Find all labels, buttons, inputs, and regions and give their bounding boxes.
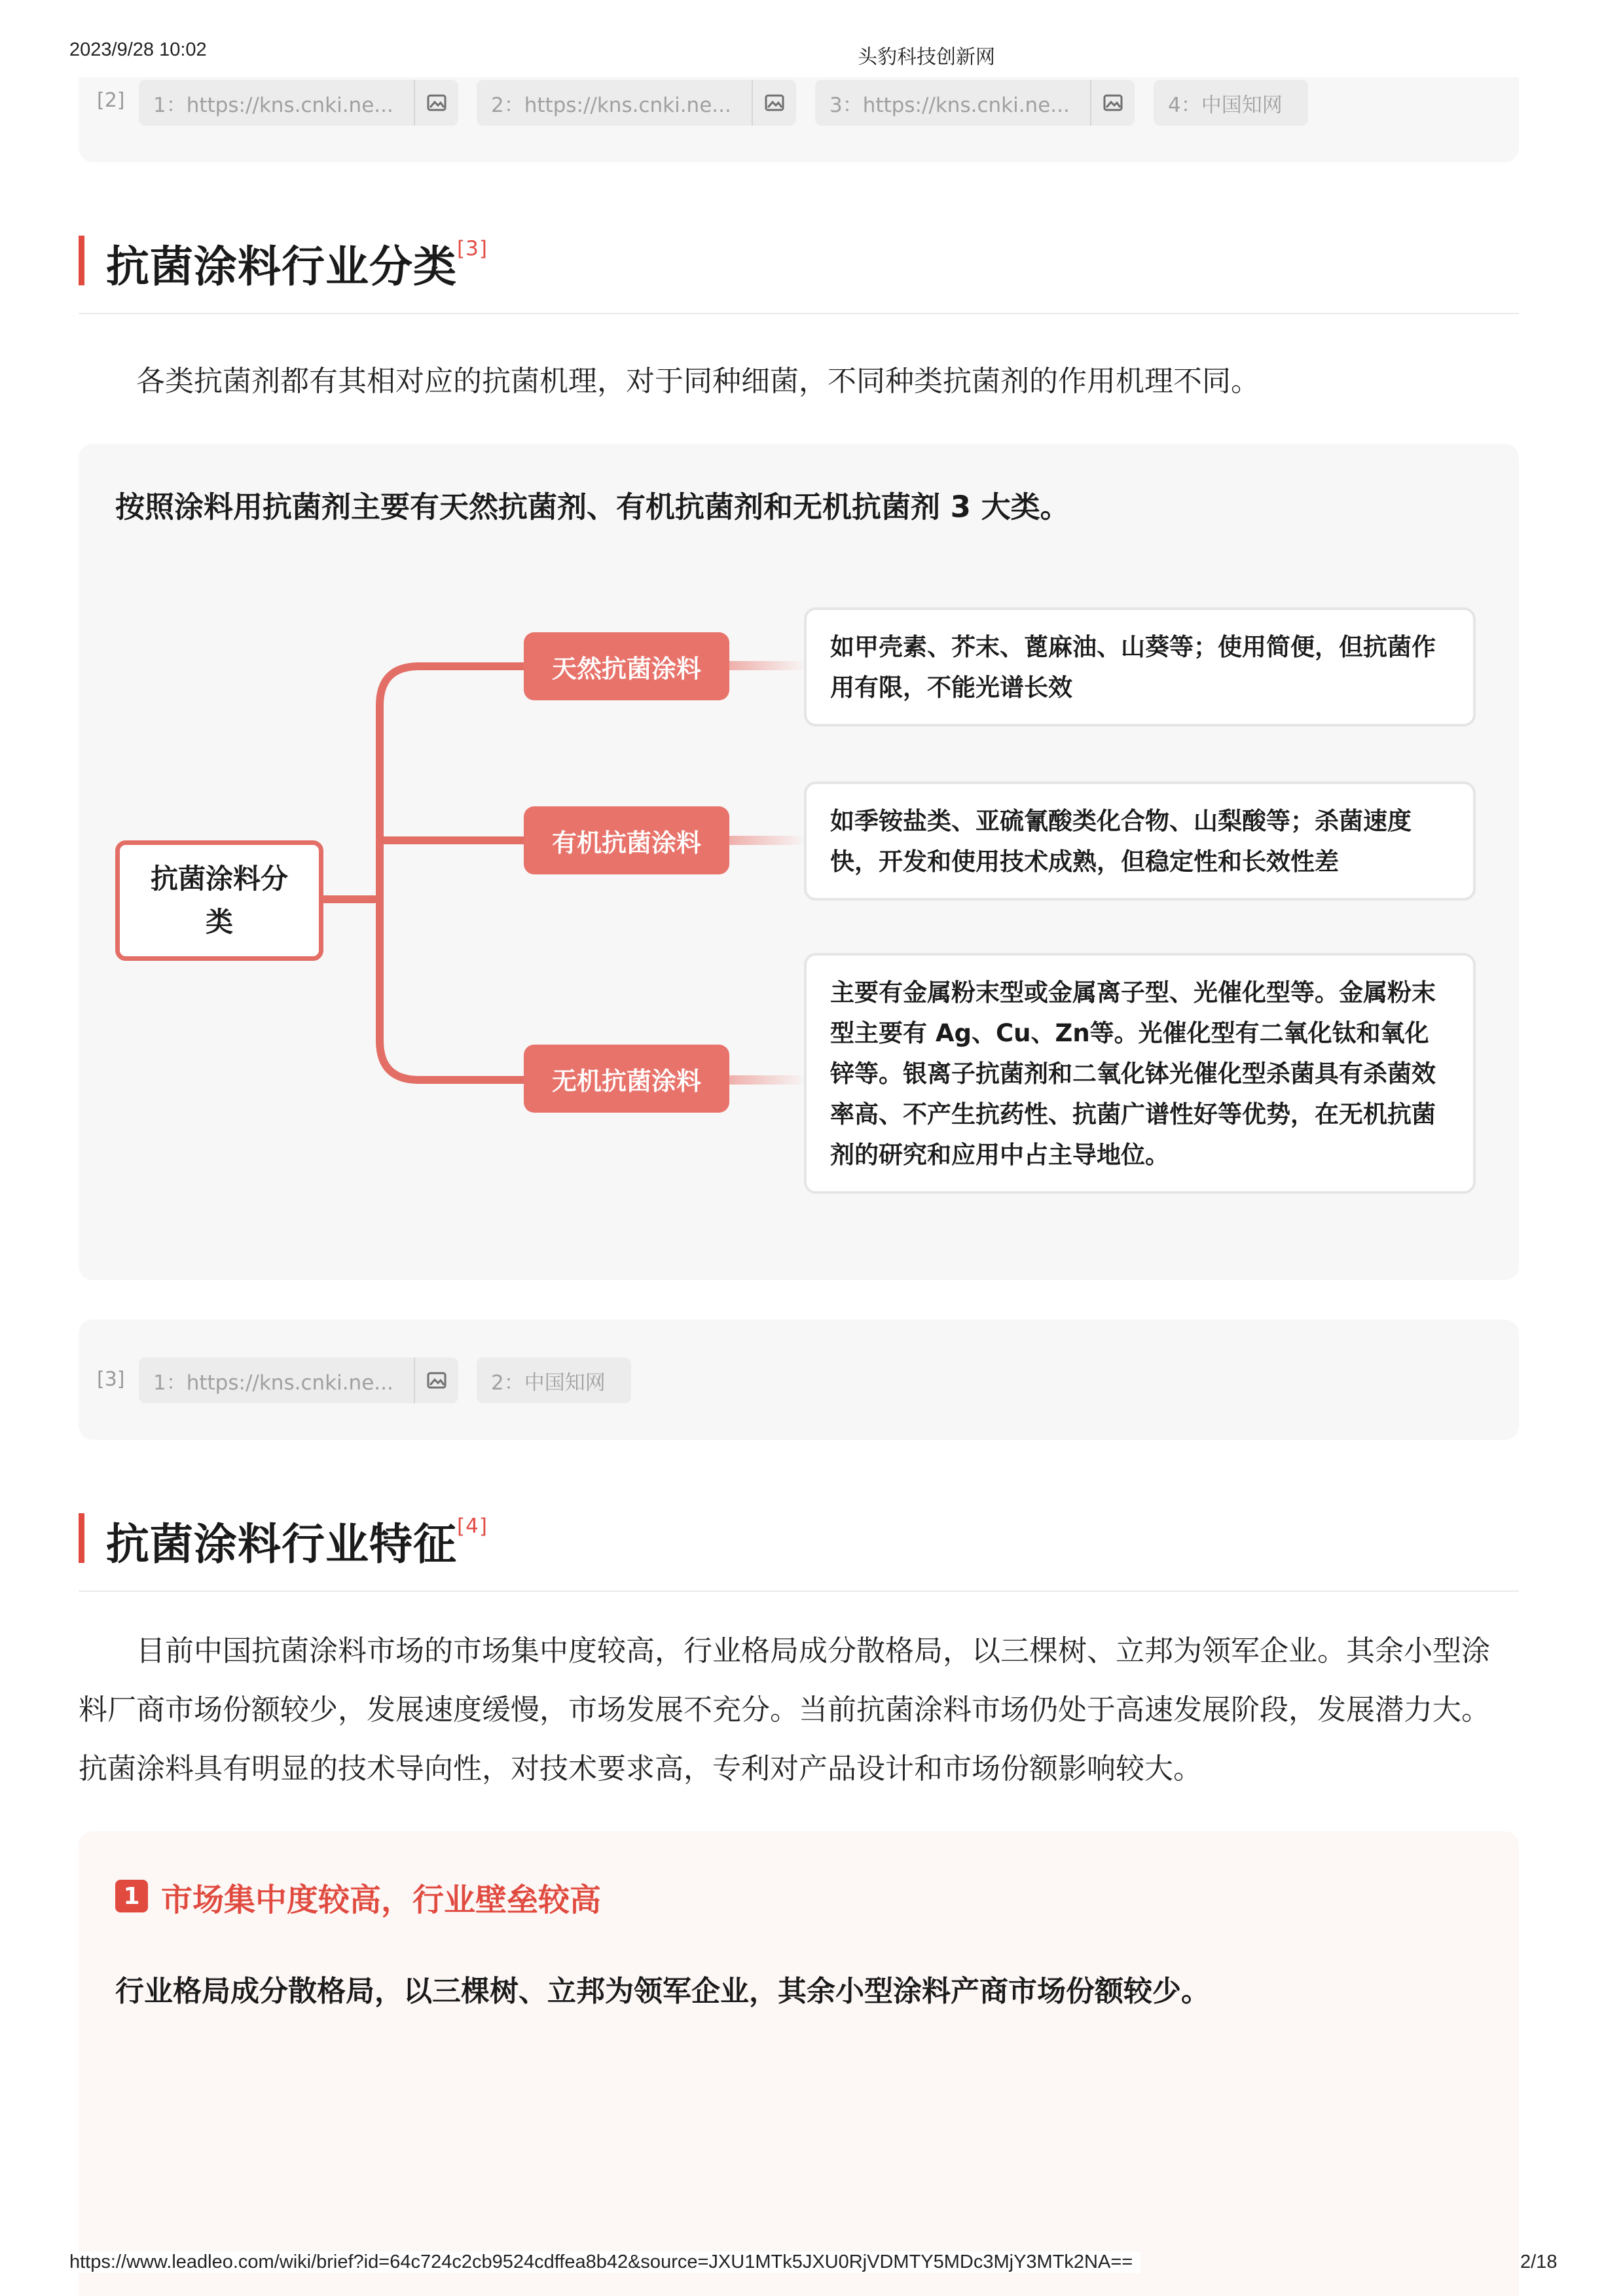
feature-number-badge: 1 bbox=[115, 1880, 148, 1912]
section2-para-line-3: 抗菌涂料具有明显的技术导向性，对技术要求高，专利对产品设计和市场份额影响较大。 bbox=[79, 1752, 1202, 1785]
section1-intro: 各类抗菌剂都有其相对应的抗菌机理，对于同种细菌，不同种类抗菌剂的作用机理不同。 bbox=[136, 365, 1260, 398]
mindmap-node-natural: 天然抗菌涂料 bbox=[524, 632, 729, 700]
heading-ref[interactable]: [3] bbox=[457, 237, 488, 260]
heading-text: 抗菌涂料行业特征 bbox=[106, 1519, 457, 1570]
print-footer-url: https://www.leadleo.com/wiki/brief?id=64c724c2cb9524cdffea8b42&source=JXU1MTk5JXU0RjVDMTY5MDc3MjY3MTk2NA== bbox=[69, 2251, 1140, 2273]
image-icon[interactable] bbox=[414, 1357, 449, 1403]
heading-text: 抗菌涂料行业分类 bbox=[106, 242, 457, 292]
mindmap-node-inorganic: 无机抗菌涂料 bbox=[524, 1045, 729, 1113]
section2-para-line-2: 料厂商市场份额较少，发展速度缓慢，市场发展不充分。当前抗菌涂料市场仍处于高速发展阶段，发展潜力大。 bbox=[79, 1693, 1490, 1727]
reference-chip-2[interactable] bbox=[477, 1357, 631, 1403]
print-page-number: 2/18 bbox=[1520, 2251, 1558, 2272]
reference-chip-text: 1：https://kns.cnki.ne... bbox=[153, 1371, 393, 1395]
reference-chip-text: 4：中国知网 bbox=[1168, 93, 1283, 117]
reference-label: [2] bbox=[97, 89, 125, 112]
reference-chip-text: 1：https://kns.cnki.ne... bbox=[153, 93, 393, 117]
reference-chip-text: 2：中国知网 bbox=[491, 1371, 606, 1395]
reference-chip-text: 3：https://kns.cnki.ne... bbox=[830, 93, 1070, 117]
mindmap-root-node: 抗菌涂料分类 bbox=[115, 840, 323, 961]
section2-para-line-1: 目前中国抗菌涂料市场的市场集中度较高，行业格局成分散格局，以三棵树、立邦为领军企业。其余小型涂 bbox=[136, 1634, 1490, 1668]
heading-divider bbox=[79, 1590, 1519, 1592]
heading-accent-bar bbox=[79, 1513, 84, 1563]
reference-chip-1[interactable] bbox=[139, 1357, 458, 1403]
mindmap-node-organic: 有机抗菌涂料 bbox=[524, 806, 729, 874]
mindmap-desc-organic: 如季铵盐类、亚硫氰酸类化合物、山梨酸等；杀菌速度快，开发和使用技术成熟，但稳定性和长效性差 bbox=[804, 781, 1476, 901]
panel-title: 按照涂料用抗菌剂主要有天然抗菌剂、有机抗菌剂和无机抗菌剂 3 大类。 bbox=[115, 490, 1070, 524]
reference-label: [3] bbox=[97, 1368, 125, 1391]
feature-text: 行业格局成分散格局，以三棵树、立邦为领军企业，其余小型涂料产商市场份额较少。 bbox=[115, 1975, 1210, 2008]
print-site-title: 头豹科技创新网 bbox=[858, 46, 995, 69]
heading-ref[interactable]: [4] bbox=[457, 1515, 488, 1538]
print-datetime: 2023/9/28 10:02 bbox=[69, 39, 207, 60]
mindmap-desc-inorganic: 主要有金属粉末型或金属离子型、光催化型等。金属粉末型主要有 Ag、Cu、Zn等。光催化型有二氧化钛和氧化锌等。银离子抗菌剂和二氧化钵光催化型杀菌具有杀菌效率高、不产生抗药性、抗菌广谱性好等优势，在无机抗菌剂的研究和应用中占主导地位。 bbox=[804, 953, 1476, 1194]
feature-title: 市场集中度较高，行业壁垒较高 bbox=[161, 1882, 602, 1918]
reference-chip-text: 2：https://kns.cnki.ne... bbox=[491, 93, 731, 117]
section-heading-features bbox=[106, 1509, 488, 1571]
mindmap-desc-natural: 如甲壳素、芥末、蓖麻油、山葵等；使用简便，但抗菌作用有限，不能光谱长效 bbox=[804, 607, 1476, 726]
